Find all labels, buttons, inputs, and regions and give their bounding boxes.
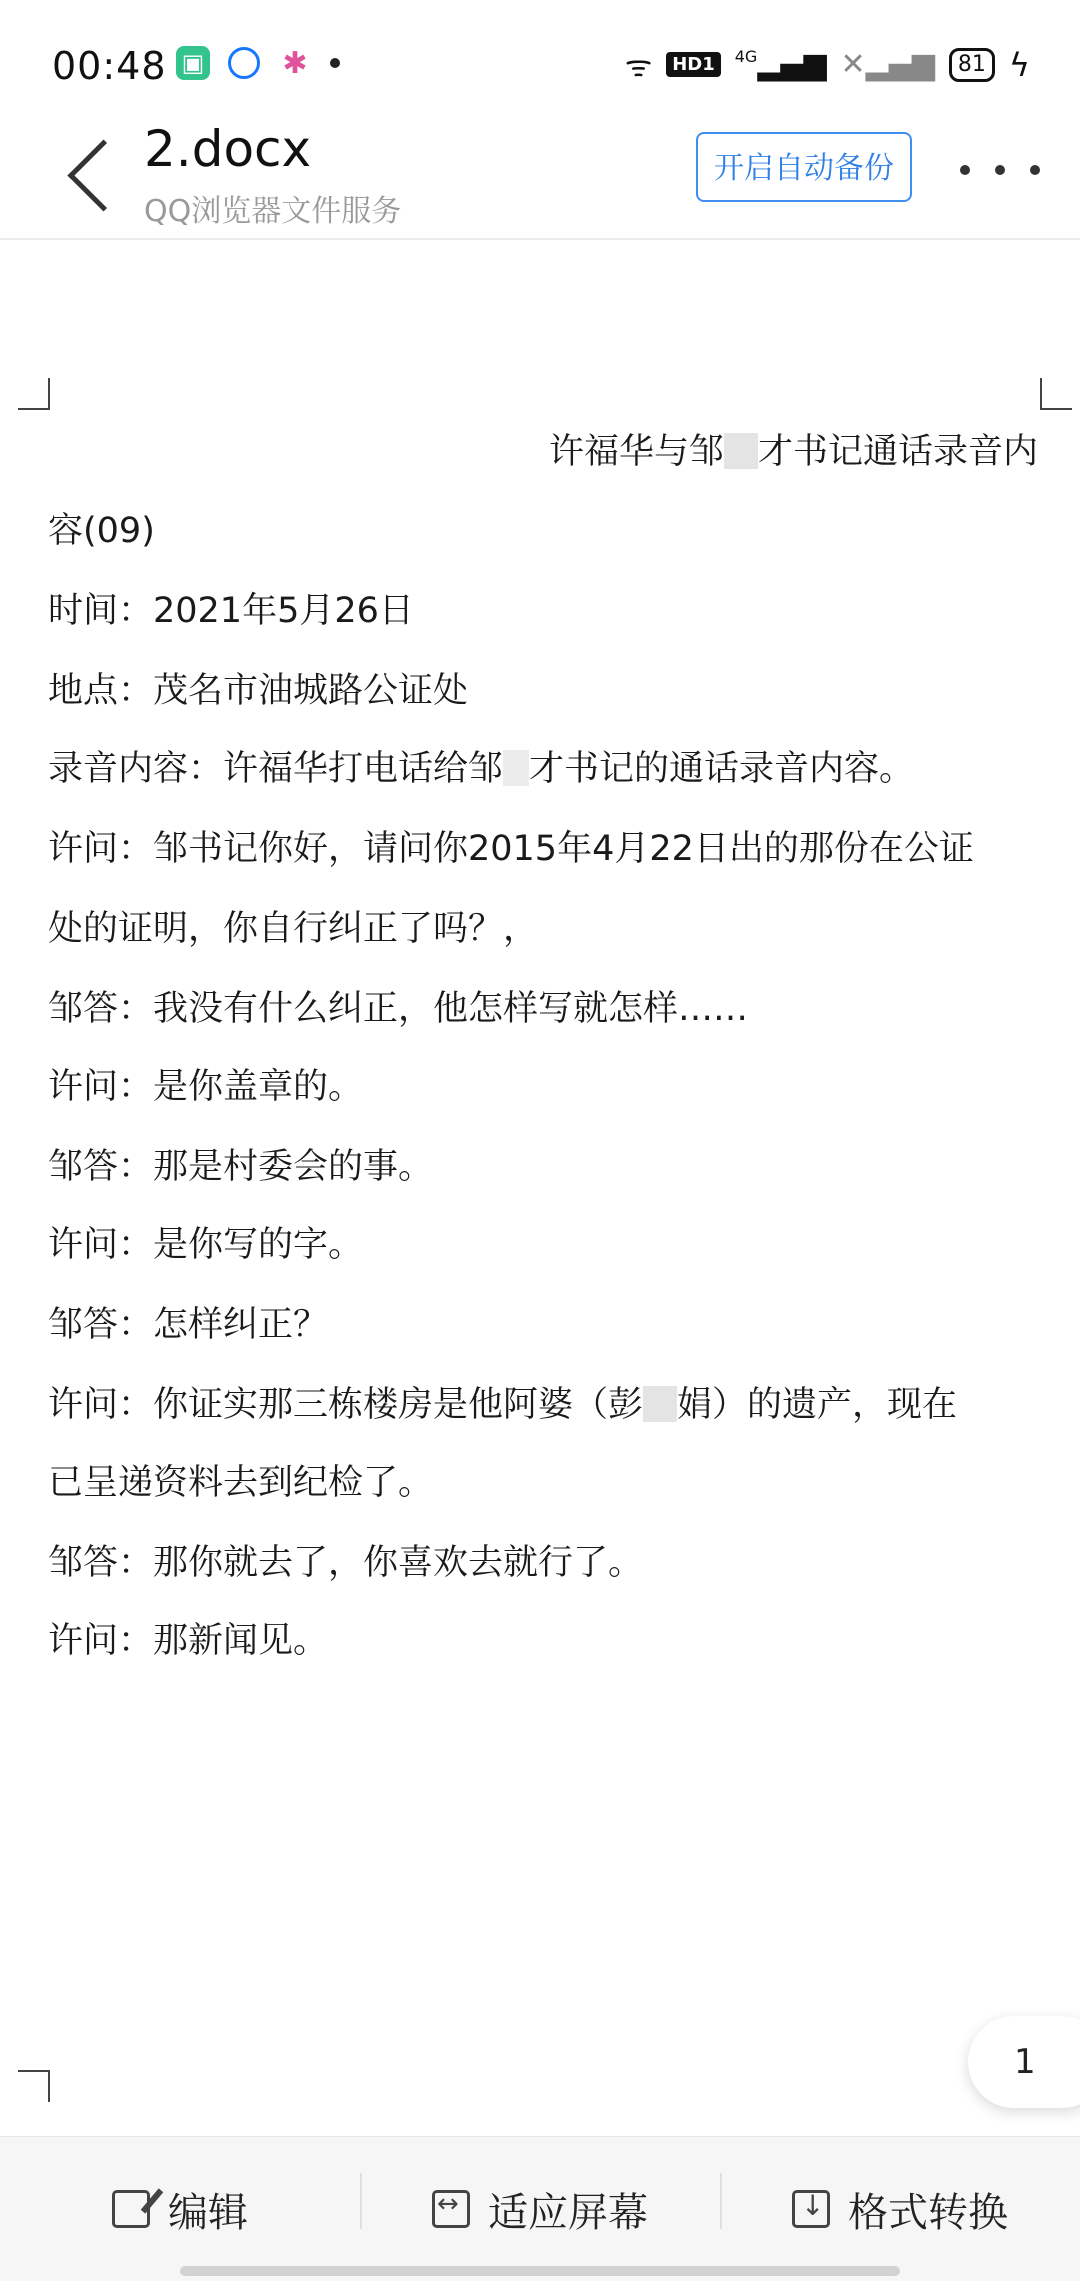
doc-line-dialogue: 邹答：那你就去了，你喜欢去就行了。	[48, 1543, 644, 1583]
fit-screen-icon	[432, 2190, 470, 2228]
star-app-icon: ✱	[282, 45, 308, 81]
app-header	[0, 120, 1080, 240]
hd-voice-icon: HD1	[666, 52, 721, 77]
browser-notification-icon	[228, 47, 260, 79]
doc-line-location: 地点：茂名市油城路公证处	[48, 671, 469, 711]
doc-line-dialogue: 许问：那新闻见。	[48, 1621, 329, 1661]
bottom-toolbar	[0, 2136, 1080, 2281]
page-number-badge[interactable]: 1	[968, 2016, 1080, 2108]
status-time: 00:48	[52, 44, 167, 88]
doc-line-question: 许问：你证实那三栋楼房是他阿婆（彭 娟）的遗产，现在	[48, 1385, 958, 1425]
doc-line-question: 许问：邹书记你好，请问你2015年4月22日出的那份在公证	[48, 829, 974, 869]
notification-icons	[176, 46, 340, 80]
doc-line-dialogue: 许问：是你写的字。	[48, 1225, 364, 1265]
convert-format-label: 格式转换	[848, 2189, 1008, 2236]
edit-icon	[112, 2190, 150, 2228]
page-corner-mark	[1040, 378, 1072, 410]
doc-line-dialogue: 邹答：那是村委会的事。	[48, 1147, 434, 1187]
page-corner-mark	[18, 378, 50, 410]
file-title: 2.docx	[144, 120, 312, 178]
doc-line-time: 时间：2021年5月26日	[48, 591, 414, 631]
back-button[interactable]	[60, 130, 120, 220]
system-icons	[625, 44, 1030, 85]
fit-screen-button[interactable]	[360, 2137, 720, 2281]
edit-label: 编辑	[168, 2189, 248, 2236]
page-corner-mark	[18, 2070, 50, 2102]
doc-title-line: 许福华与邹 才书记通话录音内	[548, 432, 1038, 472]
home-indicator[interactable]	[180, 2266, 900, 2276]
convert-format-button[interactable]	[720, 2137, 1080, 2281]
wifi-icon: ᯤ	[624, 49, 653, 84]
doc-line-dialogue: 邹答：怎样纠正？	[48, 1305, 329, 1345]
more-dot-icon	[995, 165, 1005, 175]
fit-screen-label: 适应屏幕	[488, 2189, 648, 2236]
redaction-block	[503, 750, 529, 786]
auto-backup-button[interactable]: 开启自动备份	[696, 132, 912, 202]
doc-line-question: 处的证明，你自行纠正了吗？，	[48, 909, 539, 949]
doc-line-dialogue: 邹答：我没有什么纠正，他怎样写就怎样……	[48, 989, 749, 1029]
more-dot-icon	[960, 165, 970, 175]
doc-line-dialogue: 许问：是你盖章的。	[48, 1067, 364, 1107]
doc-line-question: 已呈递资料去到纪检了。	[48, 1463, 434, 1503]
more-notifications-dot-icon	[330, 58, 340, 68]
edit-button[interactable]	[0, 2137, 360, 2281]
status-bar	[0, 0, 1080, 120]
battery-icon: 81	[949, 48, 995, 82]
doc-title-line: 容(09)	[48, 511, 155, 551]
more-dot-icon	[1030, 165, 1040, 175]
convert-icon	[792, 2190, 830, 2228]
app-notification-icon: ▣	[176, 46, 210, 80]
charging-icon: ϟ	[1008, 45, 1030, 84]
redaction-block	[724, 433, 758, 469]
file-source: QQ浏览器文件服务	[144, 194, 402, 229]
signal-sim2-icon: ✕▂▄▆	[840, 47, 935, 82]
signal-4g-icon: $^{4G}$▂▄▆	[734, 47, 827, 82]
doc-line-content: 录音内容：许福华打电话给邹 才书记的通话录音内容。	[48, 749, 915, 789]
more-menu-button[interactable]	[960, 140, 1040, 200]
redaction-block	[643, 1386, 677, 1422]
